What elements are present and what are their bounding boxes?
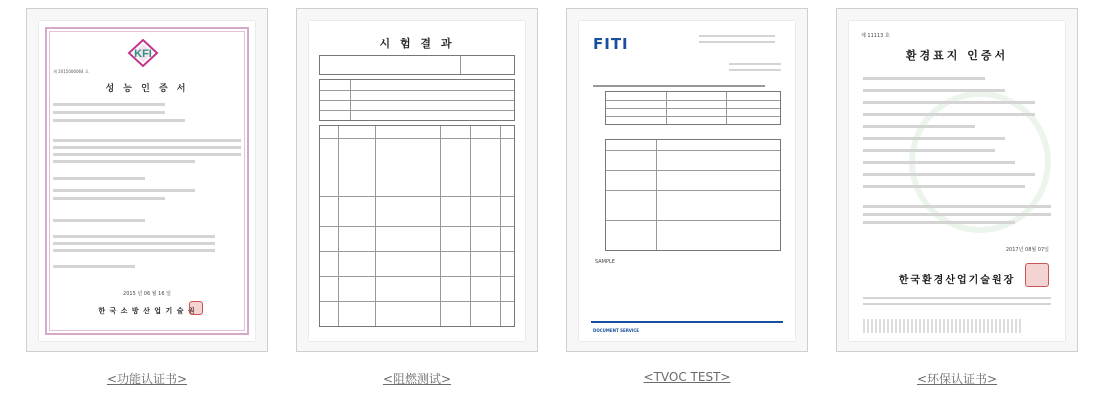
footer-bar xyxy=(591,321,783,323)
caption-flame-test[interactable]: <阻燃测试> xyxy=(382,372,452,386)
issuer-name: 한 국 소 방 산 업 기 술 원 xyxy=(98,307,196,315)
text-line xyxy=(699,41,775,43)
text-line xyxy=(863,213,1051,216)
text-line xyxy=(863,113,1035,116)
text-line xyxy=(53,153,241,156)
certificate-card-tvoc[interactable] xyxy=(566,8,808,352)
fiti-logo: FITI xyxy=(593,35,629,53)
text-line xyxy=(863,205,1051,208)
issue-date: 2015 년 06 월 16 일 xyxy=(123,291,171,297)
text-line xyxy=(729,69,781,71)
text-line xyxy=(53,146,241,149)
certificate-title: 성 능 인 증 서 xyxy=(105,84,189,94)
sample-label: SAMPLE xyxy=(595,259,615,265)
red-seal-icon xyxy=(1025,263,1049,287)
text-line xyxy=(53,197,165,200)
text-line xyxy=(53,160,195,163)
text-line xyxy=(863,297,1051,299)
applicant-table xyxy=(319,79,515,121)
certificate-card-env[interactable] xyxy=(836,8,1078,352)
certificate-inner-border xyxy=(49,31,245,331)
text-line xyxy=(863,77,985,80)
text-line xyxy=(53,119,185,122)
text-line xyxy=(593,85,765,87)
caption-function-cert[interactable]: <功能认证书> xyxy=(106,372,188,386)
text-line xyxy=(53,265,135,268)
text-line xyxy=(53,235,215,238)
certificate-image-function xyxy=(39,21,255,341)
certificate-image-tvoc xyxy=(579,21,795,341)
text-line xyxy=(53,249,215,252)
kfi-logo-icon xyxy=(122,39,164,67)
issuer-name: 한국환경산업기술원장 xyxy=(898,275,1016,286)
certificate-number: 제 2015006064 호 xyxy=(53,69,89,74)
certificate-title: 시 험 결 과 xyxy=(379,37,455,50)
caption-tvoc-test[interactable]: <TVOC TEST> xyxy=(643,370,731,384)
tvoc-table xyxy=(605,91,781,125)
text-line xyxy=(53,189,195,192)
caption-env-cert[interactable]: <环保认证书> xyxy=(916,372,998,386)
text-line xyxy=(863,125,975,128)
text-line xyxy=(863,89,1005,92)
results-table xyxy=(319,125,515,327)
sample-table xyxy=(605,139,781,251)
text-line xyxy=(53,242,215,245)
text-line xyxy=(863,101,1035,104)
text-line xyxy=(863,149,995,152)
text-line xyxy=(863,161,1015,164)
certificate-card-flame[interactable] xyxy=(296,8,538,352)
red-seal-icon xyxy=(189,301,203,315)
text-line xyxy=(53,219,145,222)
certificate-image-flame xyxy=(309,21,525,341)
text-line xyxy=(53,111,165,114)
text-line xyxy=(863,221,1015,224)
issue-date: 2017년 08월 07일 xyxy=(1005,247,1049,253)
text-line xyxy=(53,103,165,106)
text-line xyxy=(863,185,1025,188)
header-table xyxy=(319,55,515,75)
text-line xyxy=(53,139,241,142)
certificate-number: 제 11113 호 xyxy=(861,33,890,39)
text-line xyxy=(699,35,775,37)
certificate-title: 환경표지 인증서 xyxy=(905,49,1009,62)
certificate-image-env xyxy=(849,21,1065,341)
text-line xyxy=(729,63,781,65)
text-line xyxy=(863,137,1005,140)
text-line xyxy=(863,303,1051,305)
barcode-icon xyxy=(863,319,1023,333)
document-service-label: DOCUMENT SERVICE xyxy=(593,328,640,333)
kfi-logo-text: KFI xyxy=(134,48,152,60)
text-line xyxy=(863,173,1035,176)
text-line xyxy=(53,177,145,180)
certificate-card-function[interactable] xyxy=(26,8,268,352)
